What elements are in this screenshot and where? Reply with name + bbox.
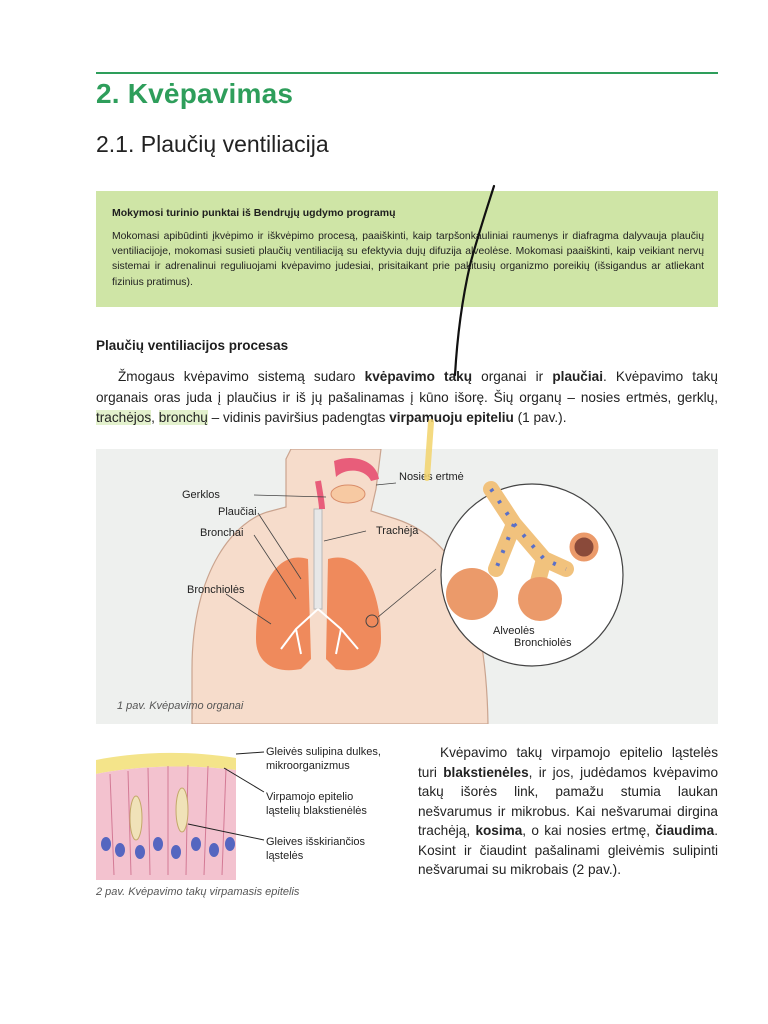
leader-mucus <box>236 752 264 754</box>
para1-text: (1 pav.). <box>513 410 567 425</box>
label-cilia <box>266 790 367 818</box>
term-lungs: plaučiai <box>552 369 603 384</box>
para1-text: Žmogaus kvėpavimo sistemą sudaro <box>118 369 365 384</box>
para2-text: Kvėpavimo takų virpamojo epitelio ląstelės turi <box>418 745 718 780</box>
term-sneeze: čiaudima <box>655 823 715 838</box>
label-cilia-text: Virpamojo epitelio ląstelių blakstienėlės <box>266 791 367 817</box>
label-goblet <box>266 835 365 863</box>
curriculum-box <box>96 191 718 307</box>
term-airways: kvėpavimo takų <box>364 369 473 384</box>
curriculum-heading: Mokymosi turinio punktai iš Bendrųjų ugdymo programų <box>112 207 396 219</box>
term-cilia: blakstienėles <box>443 764 529 780</box>
label-bronchioles-zoom: Bronchiolės <box>514 637 572 649</box>
chapter-rule <box>96 72 718 74</box>
label-bronchi: Bronchai <box>200 527 244 539</box>
paragraph-respiratory-system <box>96 367 718 429</box>
label-lungs: Plaučiai <box>218 506 257 518</box>
paragraph-cilia <box>418 743 718 880</box>
label-larynx: Gerklos <box>182 489 220 501</box>
label-alveoli: Alveolės <box>493 625 535 637</box>
highlight-bronchi: bronchų <box>158 410 208 425</box>
term-ciliated-epithelium: virpamuoju epiteliu <box>389 410 514 425</box>
para1-text: – vidinis paviršius padengtas <box>207 410 390 425</box>
term-cough: kosima <box>475 823 523 838</box>
label-goblet-text: Gleives išskiriančios ląstelės <box>266 836 366 862</box>
curriculum-text: Mokomasi apibūdinti įkvėpimo ir iškvėpimo procesą, paaiškinti, kaip tarpšonkauliniai raumenys ir diafragma dalyvauja plaučių ventiliacijoje, mokomasi susieti plaučių ventiliaciją su efektyvia dujų difuzija alveolėse. Mokomasi paaiškinti, kaip veikiant nervų sistemai ir adrenalinui reguliuojami kvėpavimo judesiai, prisitaikant prie pakitusių organizmo poreikių (išsigandus ar atliekant fizinius pratimus). <box>112 231 704 288</box>
section-title: 2.1. Plaučių ventiliacija <box>96 131 329 157</box>
para1-text: , <box>151 410 159 425</box>
label-bronchioles: Bronchiolės <box>187 584 245 596</box>
label-trachea: Trachėja <box>376 525 419 537</box>
figure2-caption: 2 pav. Kvėpavimo takų virpamasis epitelis <box>96 886 300 898</box>
subsection-title: Plaučių ventiliacijos procesas <box>96 338 289 353</box>
para1-text: . Kvėpavimo takų organais oras juda į plaučius ir iš jų pašalinamas į kūno išorę. Šių organų – nosies ertmės, gerklų, <box>96 369 718 405</box>
larynx-shape <box>331 485 365 503</box>
chapter-title: 2. Kvėpavimas <box>96 78 294 109</box>
label-mucus <box>266 745 381 773</box>
leader-nasal <box>376 483 396 485</box>
label-mucus-text: Gleivės sulipina dulkes, mikroorganizmus <box>266 746 381 772</box>
epithelium-cells <box>96 767 236 880</box>
para2-text: , o kai nosies ertmę, <box>522 823 656 838</box>
alveolar-cluster-left <box>446 568 498 620</box>
alveolar-cluster-right <box>518 577 562 621</box>
figure-ciliated-epithelium <box>96 740 401 880</box>
para1-text: organai ir <box>472 369 553 384</box>
bronchiole-lumen <box>572 535 596 559</box>
trachea-shape <box>314 509 322 609</box>
figure-respiratory-organs <box>96 449 718 724</box>
para2-text: . Kosint ir čiaudint pašalinami gleivėmis sulipinti nešvarumai su mikrobais (2 pav.). <box>418 823 718 877</box>
para2-text: , ir jos, judėdamos kvėpavimo takų išorės link, pamažu stumia laukan nešvarumus ir mikrobus. Kai nešvarumai dirgina trachėją, <box>418 764 719 838</box>
goblet-cell <box>130 796 142 840</box>
highlight-trachea: trachėjos <box>96 410 152 425</box>
figure1-caption: 1 pav. Kvėpavimo organai <box>117 700 244 712</box>
label-nasal-cavity: Nosies ertmė <box>399 471 464 483</box>
goblet-cell <box>176 788 188 832</box>
